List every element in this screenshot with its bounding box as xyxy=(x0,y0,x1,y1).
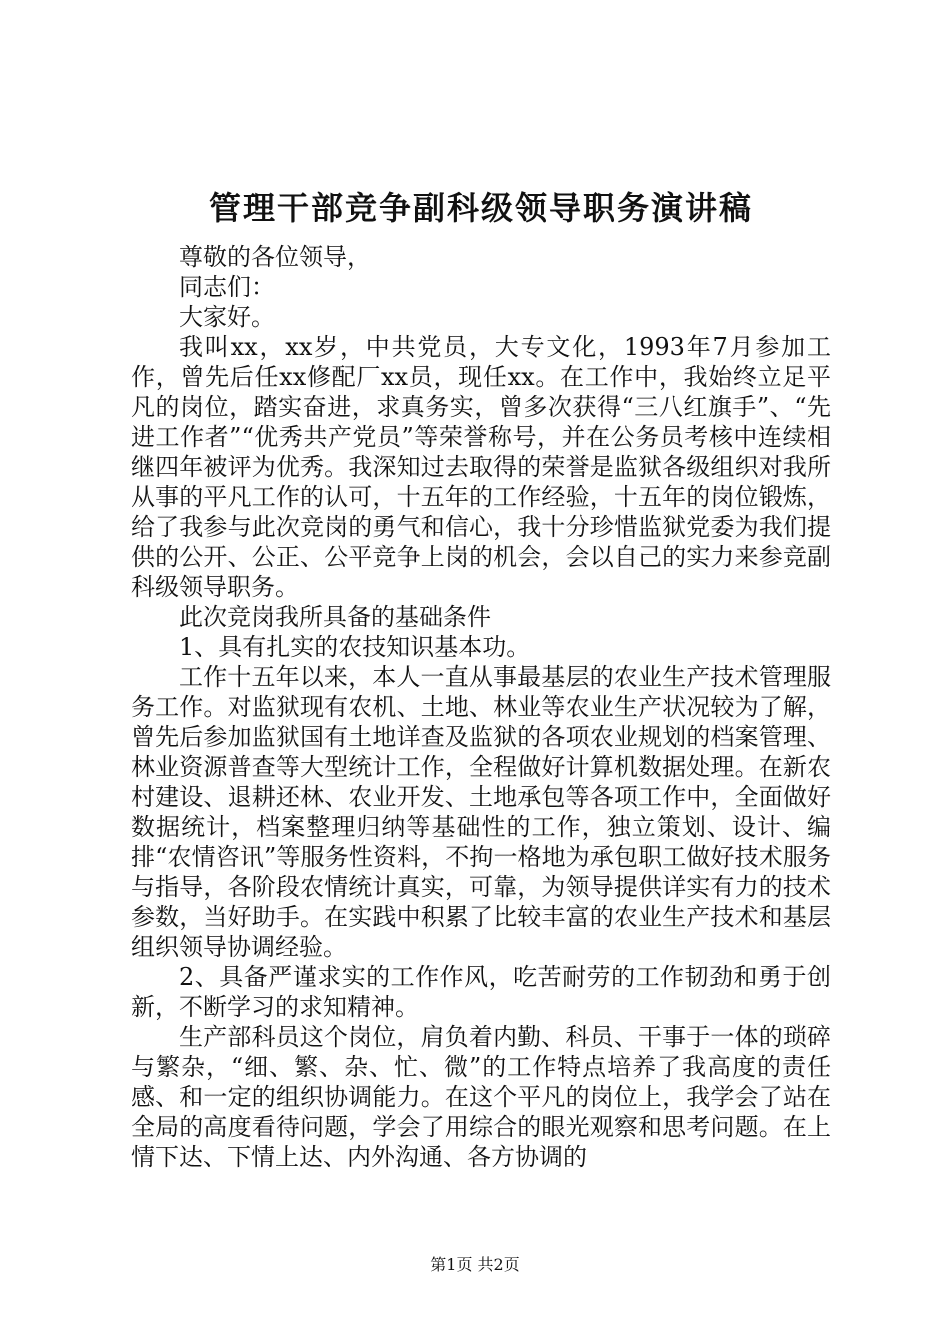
greeting-line: 同志们： xyxy=(179,273,275,301)
body-paragraph: 我叫xx，xx岁，中共党员，大专文化，1993年7月参加工作，曾先后任xx修配厂xx员，现任xx。在工作中，我始终立足平凡的岗位，踏实奋进，求真务实，曾多次获得“三八红旗手”、“先进工作者”“优秀共产党员”等荣誉称号，并在公务员考核中连续相继四年被评为优秀。我深知过去取得的荣誉是监狱各级组织对我所从事的平凡工作的认可，十五年的工作经验，十五年的岗位锻炼，给了我参与此次竞岗的勇气和信心，我十分珍惜监狱党委为我们提供的公开、公正、公平竞争上岗的机会，会以自己的实力来参竞副科级领导职务。 xyxy=(131,333,831,601)
section-heading: 此次竞岗我所具备的基础条件 xyxy=(179,603,491,631)
section-heading: 2、具备严谨求实的工作作风，吃苦耐劳的工作韧劲和勇于创新，不断学习的求知精神。 xyxy=(131,963,831,1021)
body-paragraph: 工作十五年以来，本人一直从事最基层的农业生产技术管理服务工作。对监狱现有农机、土地、林业等农业生产状况较为了解，曾先后参加监狱国有土地详查及监狱的各项农业规划的档案管理、林业资源普查等大型统计工作，全程做好计算机数据处理。在新农村建设、退耕还林、农业开发、土地承包等各项工作中，全面做好数据统计，档案整理归纳等基础性的工作，独立策划、设计、编排“农情咨讯”等服务性资料，不拘一格地为承包职工做好技术服务与指导，各阶段农情统计真实，可靠，为领导提供详实有力的技术参数，当好助手。在实践中积累了比较丰富的农业生产技术和基层组织领导协调经验。 xyxy=(131,663,831,961)
document-title: 管理干部竞争副科级领导职务演讲稿 xyxy=(208,189,753,227)
body-paragraph: 生产部科员这个岗位，肩负着内勤、科员、干事于一体的琐碎与繁杂，“细、繁、杂、忙、微”的工作特点培养了我高度的责任感、和一定的组织协调能力。在这个平凡的岗位上，我学会了站在全局的高度看待问题，学会了用综合的眼光观察和思考问题。在上情下达、下情上达、内外沟通、各方协调的 xyxy=(131,1023,831,1171)
section-heading: 1、具有扎实的农技知识基本功。 xyxy=(179,633,531,661)
greeting-line: 大家好。 xyxy=(179,303,275,331)
greeting-line: 尊敬的各位领导， xyxy=(179,243,371,271)
document-body xyxy=(131,180,831,1172)
page-number-footer: 第1页 共2页 xyxy=(430,1255,520,1274)
